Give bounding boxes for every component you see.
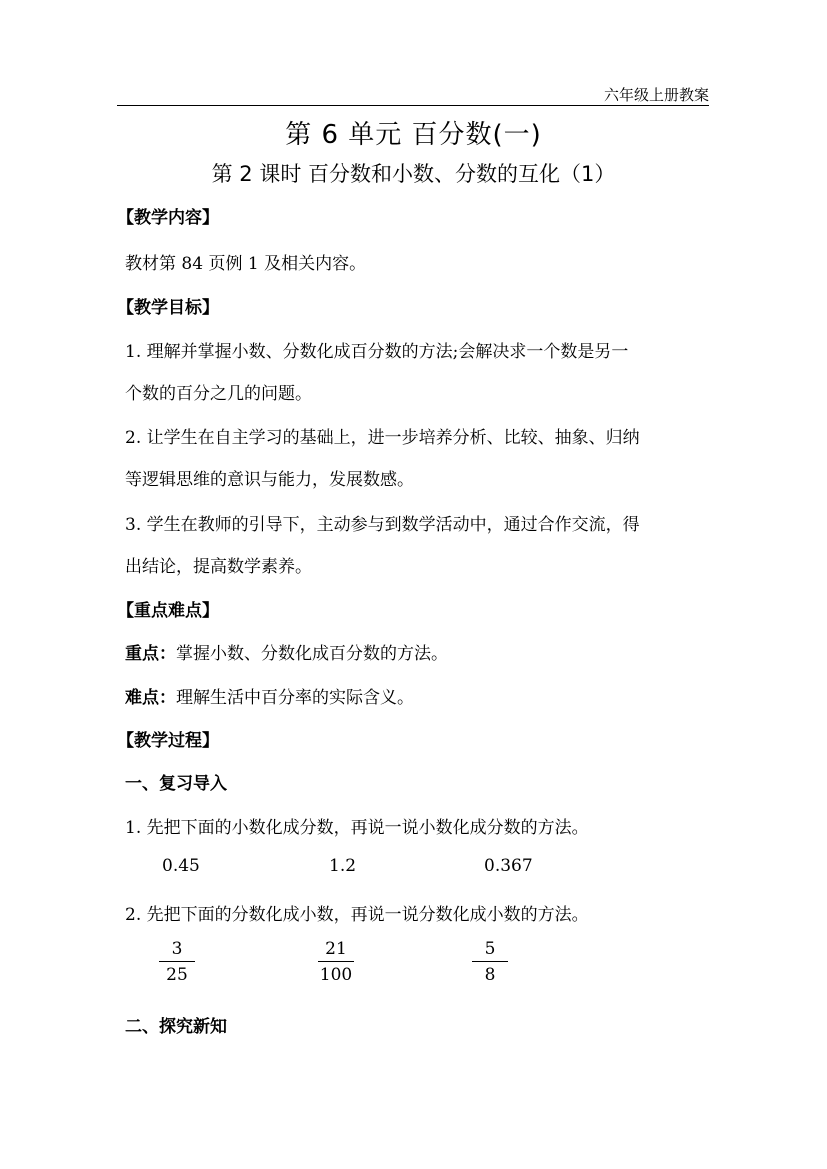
part-1-heading: 一、复习导入 <box>125 774 227 794</box>
keypoints-heading: 【重点难点】 <box>117 601 219 621</box>
question-1: 1. 先把下面的小数化成分数，再说一说小数化成分数的方法。 <box>125 818 589 838</box>
decimal-1: 0.45 <box>162 856 200 876</box>
header-label: 六年级上册教案 <box>603 86 709 104</box>
fraction-2 <box>316 938 356 986</box>
decimal-2: 1.2 <box>329 856 357 876</box>
goal-1-line-1: 1. 理解并掌握小数、分数化成百分数的方法;会解决求一个数是另一 <box>125 342 629 362</box>
header-divider <box>117 105 709 106</box>
content-text: 教材第 84 页例 1 及相关内容。 <box>125 254 367 274</box>
fraction-3-denominator: 8 <box>484 965 496 985</box>
fraction-1-numerator: 3 <box>171 939 183 959</box>
goal-1-line-2: 个数的百分之几的问题。 <box>125 384 312 404</box>
fraction-1-denominator: 25 <box>166 965 188 985</box>
difficult-label: 难点： <box>125 688 176 708</box>
goal-2-line-2: 等逻辑思维的意识与能力，发展数感。 <box>125 470 414 490</box>
difficult-text: 理解生活中百分率的实际含义。 <box>176 688 414 708</box>
difficult-point <box>125 683 414 708</box>
fraction-2-numerator: 21 <box>325 939 347 959</box>
unit-title: 第 6 单元 百分数(一) <box>285 120 542 150</box>
goals-heading: 【教学目标】 <box>117 298 219 318</box>
part-2-heading: 二、探究新知 <box>125 1017 227 1037</box>
goal-3-line-1: 3. 学生在教师的引导下，主动参与到数学活动中，通过合作交流，得 <box>125 515 640 535</box>
key-text: 掌握小数、分数化成百分数的方法。 <box>176 644 448 664</box>
goal-3-line-2: 出结论，提高数学素养。 <box>125 557 312 577</box>
goal-2-line-1: 2. 让学生在自主学习的基础上，进一步培养分析、比较、抽象、归纳 <box>125 428 640 448</box>
fraction-3 <box>470 938 510 986</box>
fraction-1-bar <box>159 961 195 962</box>
fraction-1 <box>157 938 197 986</box>
decimal-3: 0.367 <box>484 856 533 876</box>
process-heading: 【教学过程】 <box>117 731 219 751</box>
question-2: 2. 先把下面的分数化成小数，再说一说分数化成小数的方法。 <box>125 905 589 925</box>
fraction-3-numerator: 5 <box>484 939 496 959</box>
fraction-2-bar <box>318 961 354 962</box>
key-label: 重点： <box>125 644 176 664</box>
content-heading: 【教学内容】 <box>117 208 219 228</box>
lesson-title: 第 2 课时 百分数和小数、分数的互化（1） <box>211 162 616 186</box>
fraction-3-bar <box>472 961 508 962</box>
fraction-2-denominator: 100 <box>319 965 353 985</box>
key-point <box>125 639 448 664</box>
